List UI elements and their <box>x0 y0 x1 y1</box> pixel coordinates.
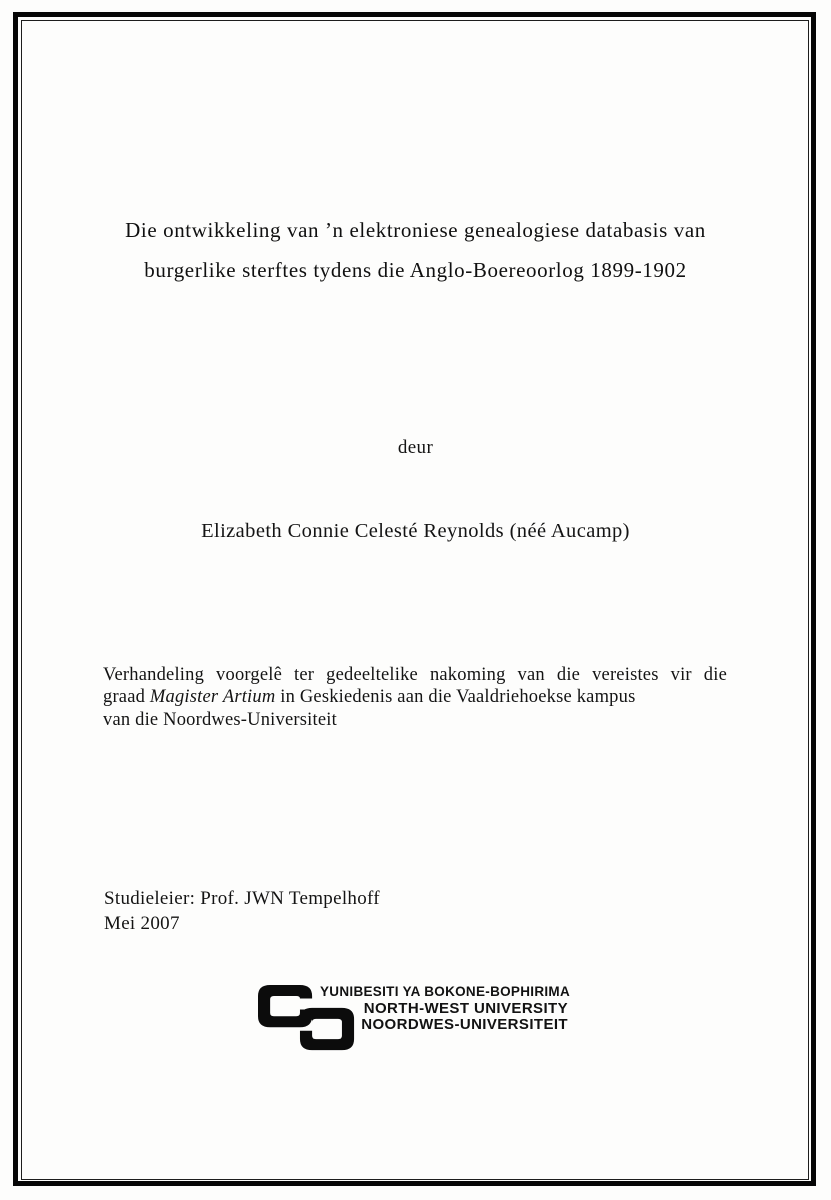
thesis-title-line2: burgerlike sterftes tydens die Anglo-Boereoorlog 1899-1902 <box>144 258 687 282</box>
submission-line3: van die Noordwes-Universiteit <box>103 709 337 730</box>
supervisor-line: Studieleier: Prof. JWN Tempelhoff <box>104 888 380 909</box>
imprint-block <box>104 886 380 936</box>
university-logo <box>258 982 573 1054</box>
submission-line2-prefix: graad <box>103 687 150 708</box>
thesis-title <box>40 210 791 290</box>
submission-line1: Verhandeling voorgelê ter gedeeltelike nakoming van die vereistes vir die <box>103 665 727 685</box>
byline-deur-label: deur <box>397 437 434 458</box>
thesis-title-line1: Die ontwikkeling van ’n elektroniese genealogiese databasis van <box>125 218 706 242</box>
logo-line-english: NORTH-WEST UNIVERSITY <box>363 999 568 1017</box>
submission-line2-suffix: in Geskiedenis aan die Vaaldriehoekse kampus <box>275 687 636 708</box>
submission-degree-name: Magister Artium <box>149 687 276 708</box>
logo-line-setswana: YUNIBESITI YA BOKONE-BOPHIRIMA <box>320 984 571 999</box>
submission-line2 <box>103 686 727 708</box>
submission-statement <box>103 664 727 731</box>
author-name: Elizabeth Connie Celesté Reynolds (néé Aucamp) <box>201 520 630 542</box>
university-logo-text <box>320 984 571 1033</box>
logo-line-afrikaans: NOORDWES-UNIVERSITEIT <box>361 1015 568 1033</box>
date-line: Mei 2007 <box>104 913 180 934</box>
